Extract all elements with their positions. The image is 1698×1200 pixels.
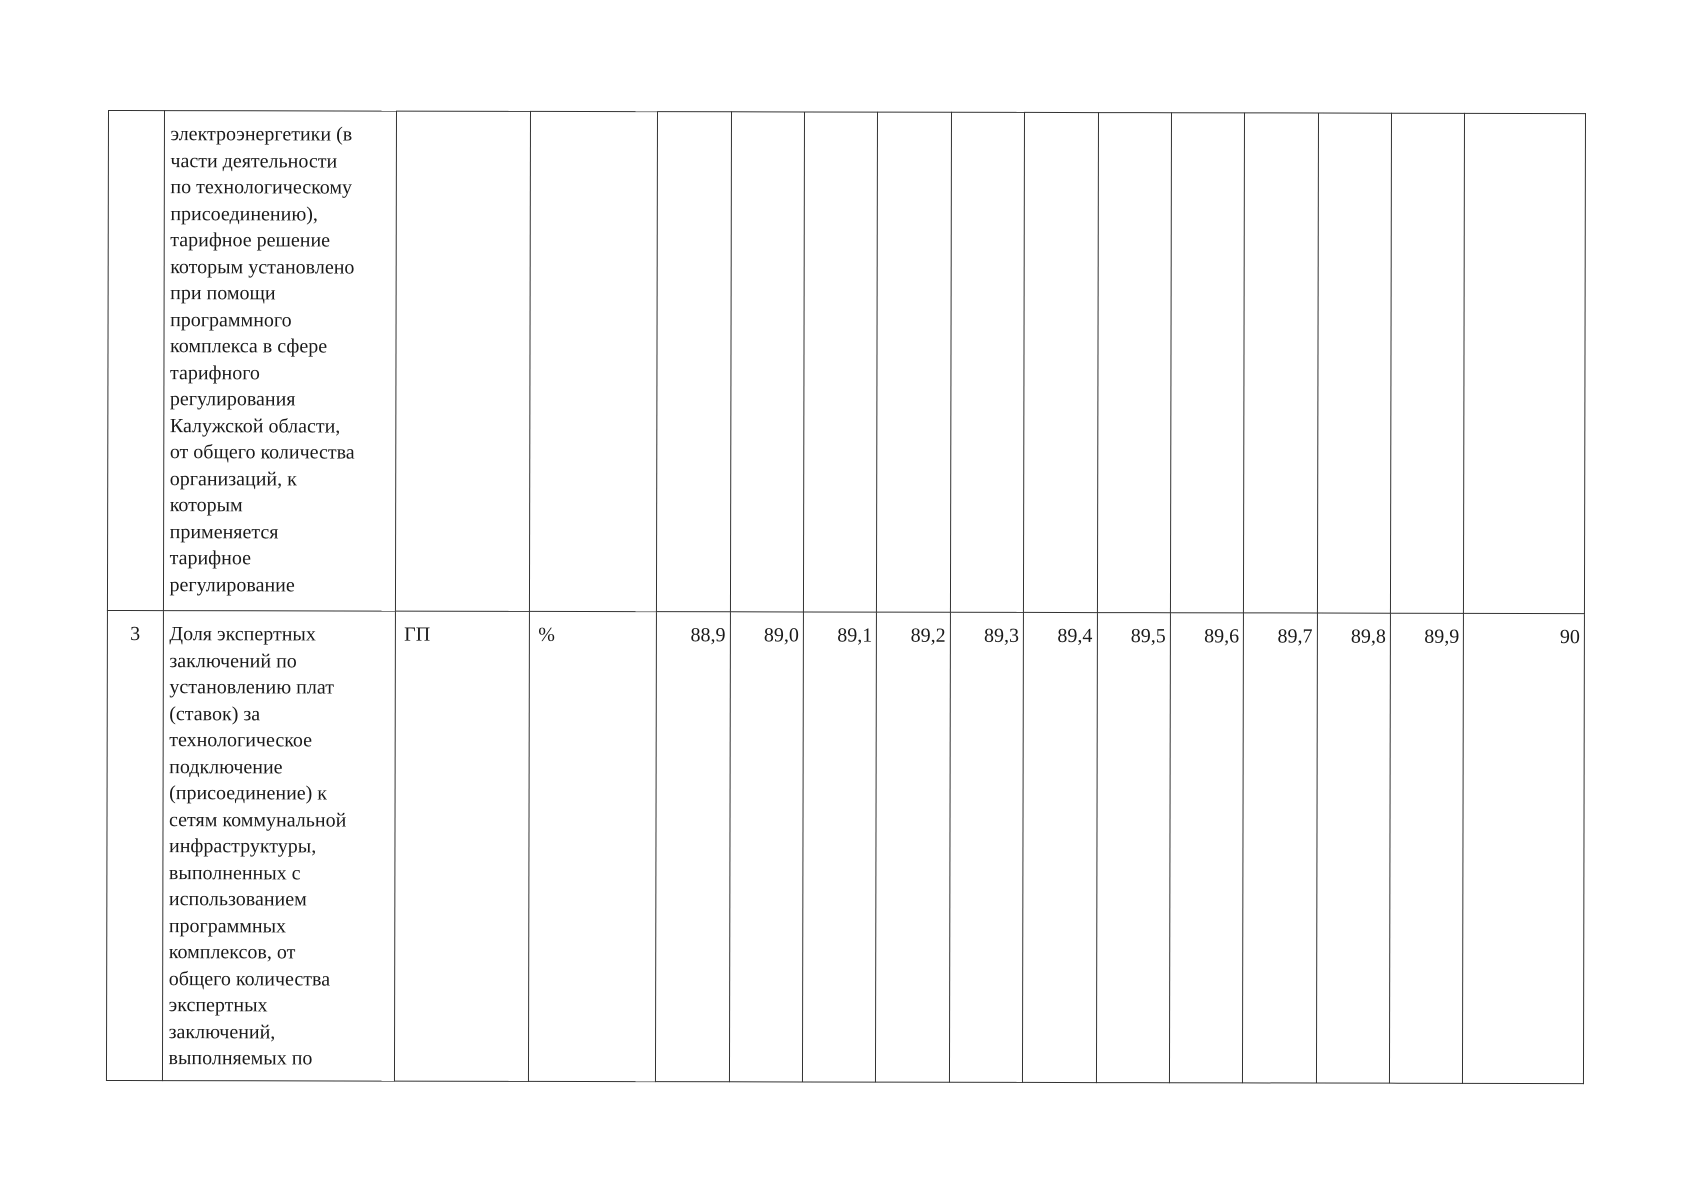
- value-cell: 89,0: [729, 612, 803, 1082]
- row-number-cell: [107, 111, 164, 611]
- table-row: [106, 610, 1584, 1083]
- value-cell: 89,6: [1169, 613, 1243, 1083]
- value-cell: 89,2: [876, 612, 950, 1082]
- value-cell: [730, 112, 804, 612]
- value-cell: 89,7: [1243, 613, 1317, 1083]
- value-cell: [1024, 112, 1098, 612]
- value-cell: [657, 112, 731, 612]
- unit-cell: [530, 111, 658, 611]
- indicator-table: [106, 110, 1586, 1084]
- value-cell: [1097, 113, 1171, 613]
- row-number-cell: 3: [106, 610, 163, 1080]
- unit-cell: %: [529, 611, 657, 1081]
- value-cell: 89,3: [949, 612, 1023, 1082]
- value-cell: [1170, 113, 1244, 613]
- value-cell: [950, 112, 1024, 612]
- indicator-name-cell: электроэнергетики (в части деятельности по технологическому присоединению), тарифное решение которым установлено при помощи программного комплекса в сфере тарифного регулирования Калужской области, от общего количества организаций, к которым применяется тарифное регулирование: [163, 111, 397, 611]
- value-cell: 89,5: [1096, 613, 1170, 1083]
- value-cell: 90: [1463, 613, 1585, 1083]
- value-cell: [1464, 113, 1586, 613]
- value-cell: 88,9: [656, 612, 730, 1082]
- value-cell: 89,1: [802, 612, 876, 1082]
- value-cell: [1390, 113, 1464, 613]
- value-cell: [803, 112, 877, 612]
- value-cell: [877, 112, 951, 612]
- value-cell: [1244, 113, 1318, 613]
- value-cell: 89,9: [1389, 613, 1463, 1083]
- program-type-cell: ГП: [395, 611, 530, 1081]
- value-cell: 89,4: [1023, 612, 1097, 1082]
- indicator-name-cell: Доля экспертных заключений по установлению плат (ставок) за технологическое подключение (присоединение) к сетям коммунальной инфраструктуры, выполненных с использованием программных комплексов, от общего количества экспертных заключений, выполняемых по: [162, 611, 396, 1081]
- program-type-cell: [396, 111, 531, 611]
- table-row: [107, 111, 1585, 614]
- value-cell: 89,8: [1316, 613, 1390, 1083]
- value-cell: [1317, 113, 1391, 613]
